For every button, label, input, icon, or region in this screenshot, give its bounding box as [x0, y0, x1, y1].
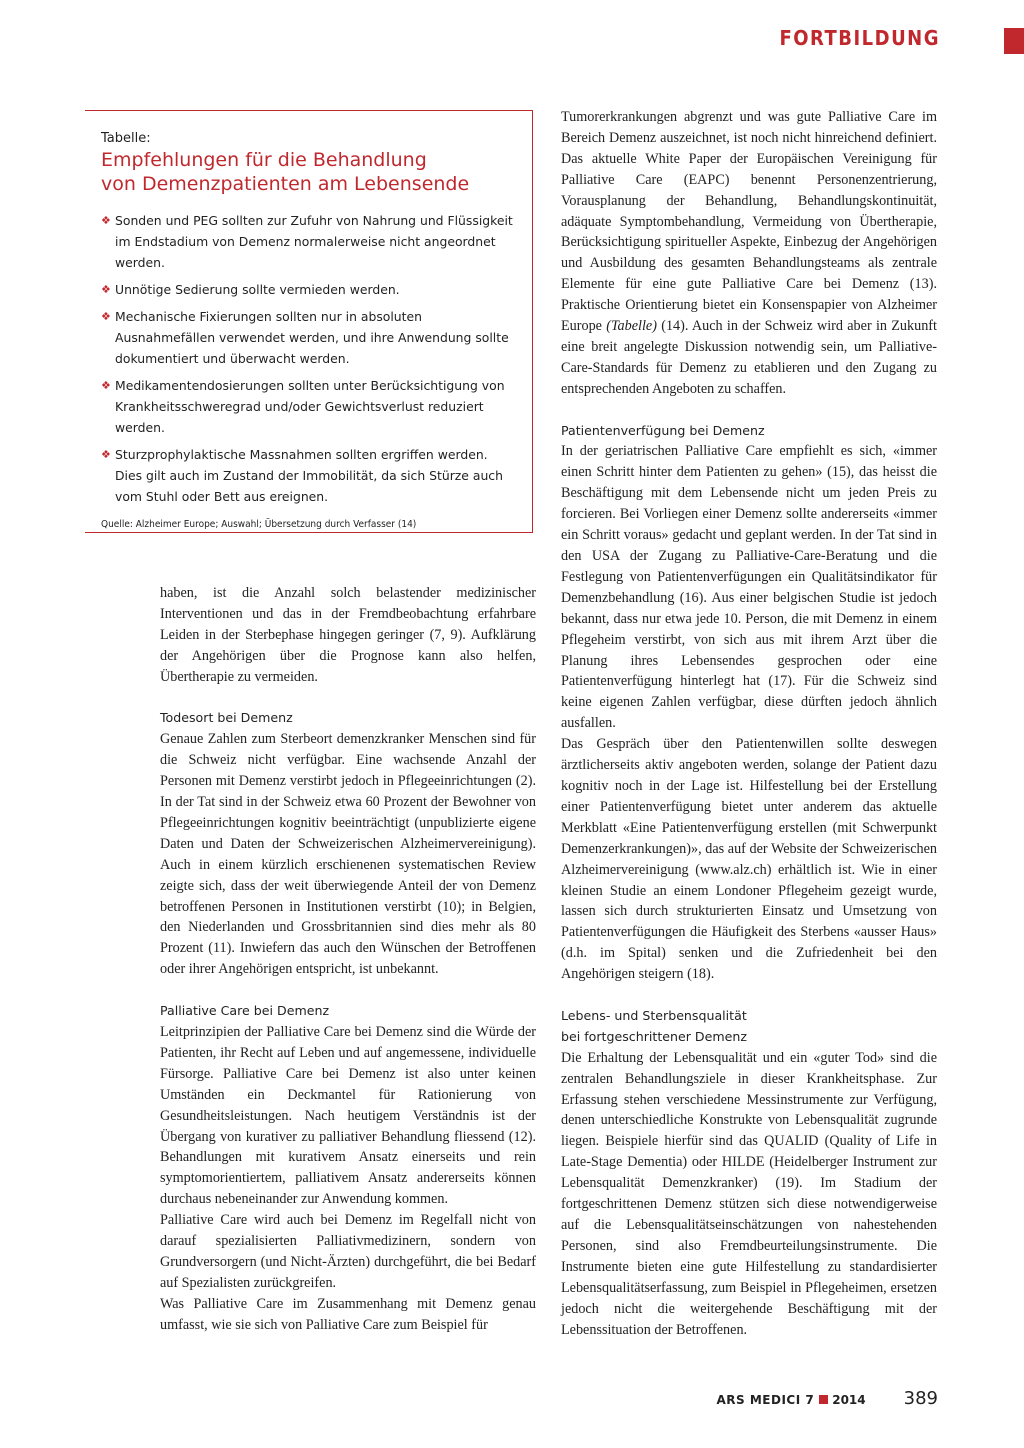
- paragraph: In der geriatrischen Palliative Care empfiehlt es sich, «immer einen Schritt hinter dem Patienten zu gehen» (15), das heisst die Beschäftigung mit dem Lebensende nicht um jeden Preis zu forcieren. Bei Vorliegen einer Demenz sollte andererseits «immer ein Schritt voraus» gedacht und geplant werden. In der Tat sind in den USA der Zugang zu Palliative-Care-Beratung und die Festlegung von Patientenverfügungen ein Qualitätsindikator für Demenzbehandlung (16). Aus einer belgischen Studie ist jedoch bekannt, dass nur etwa jede 10. Person, die mit Demenz in einem Pflegeheim verstirbt, von sich aus mit ihrem Arzt über die Planung ihres Lebensendes gesprochen oder eine Patientenverfügung hinterlegt hat (17). Für die Schweiz sind keine eigenen Zahlen verfügbar, diese dürften jedoch ähnlich ausfallen.: [561, 443, 937, 732]
- diamond-bullet-icon: ❖: [101, 283, 111, 296]
- square-separator-icon: [819, 1395, 828, 1404]
- heading-line2: bei fortgeschrittener Demenz: [561, 1028, 747, 1044]
- list-item: [101, 306, 518, 369]
- paragraph-text: Tumorerkrankungen abgrenzt und was gute Palliative Care im Bereich Demenz auszeichnet, ist noch nicht hinreichend definiert. Das aktuelle White Paper der Europäischen Vereinigung für Palliative Care (EAPC) benennt Personenzentrierung, Vorausplanung der Behandlung, Behandlungskontinuität, adäquate Symptombehandlung, Vermeidung von Übertherapie, Berücksichtigung spiritueller Aspekte, Einbezug der Angehörigen und Ausbildung des gesamten Behandlungsteams als zentrale Elemente für eine gute Palliative Care bei Demenz (13). Praktische Orientierung bietet ein Konsenspapier von Alzheimer Europe: [561, 109, 937, 335]
- table-source: Quelle: Alzheimer Europe; Auswahl; Übersetzung durch Verfasser (14): [101, 519, 417, 530]
- table-title-line1: Empfehlungen für die Behandlung: [101, 149, 427, 171]
- diamond-bullet-icon: ❖: [101, 214, 111, 227]
- list-item-text: Medikamentendosierungen sollten unter Berücksichtigung von Krankheitsschweregrad und/oder Gewichtsverlust reduziert werden.: [115, 378, 505, 435]
- list-item-text: Unnötige Sedierung sollte vermieden werden.: [115, 282, 400, 297]
- list-item: [101, 210, 518, 273]
- left-column: [160, 583, 536, 1336]
- paragraph: Die Erhaltung der Lebensqualität und ein «guter Tod» sind die zentralen Behandlungsziele in dieser Krankheitsphase. Zur Erfassung stehen verschiedene Messinstrumente zur Verfügung, denen unterschiedliche Konstrukte von Lebensqualität zugrunde liegen. Beispiele hierfür sind das QUALID (Quality of Life in Late-Stage Dementia) oder HILDE (Heidelberger Instrument zur Lebensqualität Demenzkranker) (19). Im Stadium der fortgeschrittenen Demenz stützen sich diese notwendigerweise auf die Lebensqualitätseinschätzungen von nahestehenden Personen, sind also Fremdbeurteilungsinstrumente. Die Instrumente bieten eine gute Hilfestellung zu standardisierter Lebensqualitätserfassung, zum Beispiel in Pflegeheimen, ersetzen jedoch nicht die weitergehende Beschäftigung mit der Lebenssituation der Betroffenen.: [561, 1049, 937, 1338]
- heading-palliative-care: Palliative Care bei Demenz: [160, 1003, 330, 1019]
- page-footer: [717, 1388, 938, 1409]
- journal-year: 2014: [832, 1393, 866, 1407]
- heading-line1: Lebens- und Sterbensqualität: [561, 1007, 747, 1023]
- paragraph: haben, ist die Anzahl solch belastender medizinischer Interventionen und das in der Fremdbeobachtung erfahrbare Leiden in der Sterbephase hingegen geringer (7, 9). Aufklärung der Angehörigen über die Prognose kann also helfen, Übertherapie zu vermeiden.: [160, 585, 536, 685]
- list-item: [101, 375, 518, 438]
- paragraph: Palliative Care wird auch bei Demenz im Regelfall nicht von darauf spezialisierten Palliativmedizinern, sondern von Grundversorgern (und Nicht-Ärzten) durchgeführt, die bei Bedarf auf Spezialisten zurückgreifen.: [160, 1212, 536, 1291]
- paragraph: Das Gespräch über den Patientenwillen sollte deswegen ärztlicherseits aktiv angeboten werden, solange der Patient dazu kognitiv noch in der Lage ist. Hilfestellung bei der Erstellung einer Patientenverfügung bietet unter anderem das aktuelle Merkblatt «Eine Patientenverfügung erstellen (mit Schwerpunkt Demenzerkrankungen)», das auf der Website der Schweizerischen Alzheimervereinigung (www.alz.ch) erhältlich ist. Wie in einer kleinen Studie an einem Londoner Pflegeheim gezeigt wurde, lassen sich durch strukturierten Einsatz und Umsetzung von Patientenverfügungen die Häufigkeit des Sterbens «ausser Haus» (d.h. im Spital) senken und die Zufriedenheit bei den Angehörigen steigern (18).: [561, 736, 937, 983]
- paragraph: Was Palliative Care im Zusammenhang mit Demenz genau umfasst, wie sie sich von Palliative Care zum Beispiel für: [160, 1295, 536, 1333]
- recommendations-table-box: [85, 110, 533, 533]
- diamond-bullet-icon: ❖: [101, 379, 111, 392]
- diamond-bullet-icon: ❖: [101, 310, 111, 323]
- list-item-text: Sturzprophylaktische Massnahmen sollten ergriffen werden. Dies gilt auch im Zustand der Immobilität, da sich Stürze auch vom Stuhl oder Bett aus ereignen.: [115, 447, 503, 504]
- recommendations-list: [101, 210, 518, 507]
- list-item: [101, 279, 518, 300]
- table-label: Tabelle:: [101, 131, 151, 146]
- paragraph: Genaue Zahlen zum Sterbeort demenzkranker Menschen sind für die Schweiz nicht verfügbar. Eine wachsende Anzahl der Personen mit Demenz verstirbt jedoch in Pflegeeinrichtungen (2). In der Tat sind in der Schweiz etwa 60 Prozent der Bewohner von Pflegeeinrichtungen kognitiv beeinträchtigt (unpublizierte eigene Daten und Daten der Schweizerischen Alzheimervereinigung). Auch in einem kürzlich erschienenen systematischen Review zeigte sich, dass der weit überwiegende Anteil der von Demenz betroffenen Personen in Institutionen verstirbt (10); in Belgien, den Niederlanden und Grossbritannien sind dies mehr als 80 Prozent (11). Inwiefern das auch den Wünschen der Betroffenen oder ihrer Angehörigen entspricht, ist unbekannt.: [160, 731, 536, 978]
- page-number: 389: [903, 1388, 938, 1409]
- paragraph: [561, 107, 937, 400]
- diamond-bullet-icon: ❖: [101, 448, 111, 461]
- table-reference: (Tabelle): [606, 318, 657, 335]
- heading-lebensqualitaet: [561, 1006, 937, 1048]
- list-item-text: Sonden und PEG sollten zur Zufuhr von Nahrung und Flüssigkeit im Endstadium von Demenz normalerweise nicht angeordnet werden.: [115, 213, 513, 270]
- right-column: [561, 107, 937, 1340]
- heading-patientenverfuegung: Patientenverfügung bei Demenz: [561, 422, 765, 438]
- paragraph: Leitprinzipien der Palliative Care bei Demenz sind die Würde der Patienten, ihr Recht auf Leben und auf angemessene, individuelle Fürsorge. Palliative Care bei Demenz ist also unter keinen Umständen ein Deckmantel für Rationierung von Gesundheitsleistungen. Nach heutigem Verständnis ist der Übergang von kurativer zu palliativer Behandlung fliessend (12). Behandlungen mit kurativem Ansatz einerseits und rein symptomorientiertem, palliativem Ansatz andererseits können durchaus nebeneinander zur Anwendung kommen.: [160, 1024, 536, 1208]
- heading-todesort: Todesort bei Demenz: [160, 710, 293, 726]
- list-item-text: Mechanische Fixierungen sollten nur in absoluten Ausnahmefällen verwendet werden, und ihre Anwendung sollte dokumentiert und überwacht werden.: [115, 309, 509, 366]
- table-title: [101, 148, 518, 196]
- section-color-block: [1004, 28, 1024, 54]
- list-item: [101, 444, 518, 507]
- table-title-line2: von Demenzpatienten am Lebensende: [101, 173, 470, 195]
- paragraph-text: (14). Auch in der Schweiz wird aber in Zukunft eine breit angelegte Diskussion notwendig sein, um Palliative-Care-Standards für Demenz zu etablieren und den Zugang zu entsprechenden Angeboten zu schaffen.: [561, 318, 937, 397]
- journal-name: ARS MEDICI 7: [716, 1393, 815, 1407]
- section-title: FORTBILDUNG: [779, 26, 940, 50]
